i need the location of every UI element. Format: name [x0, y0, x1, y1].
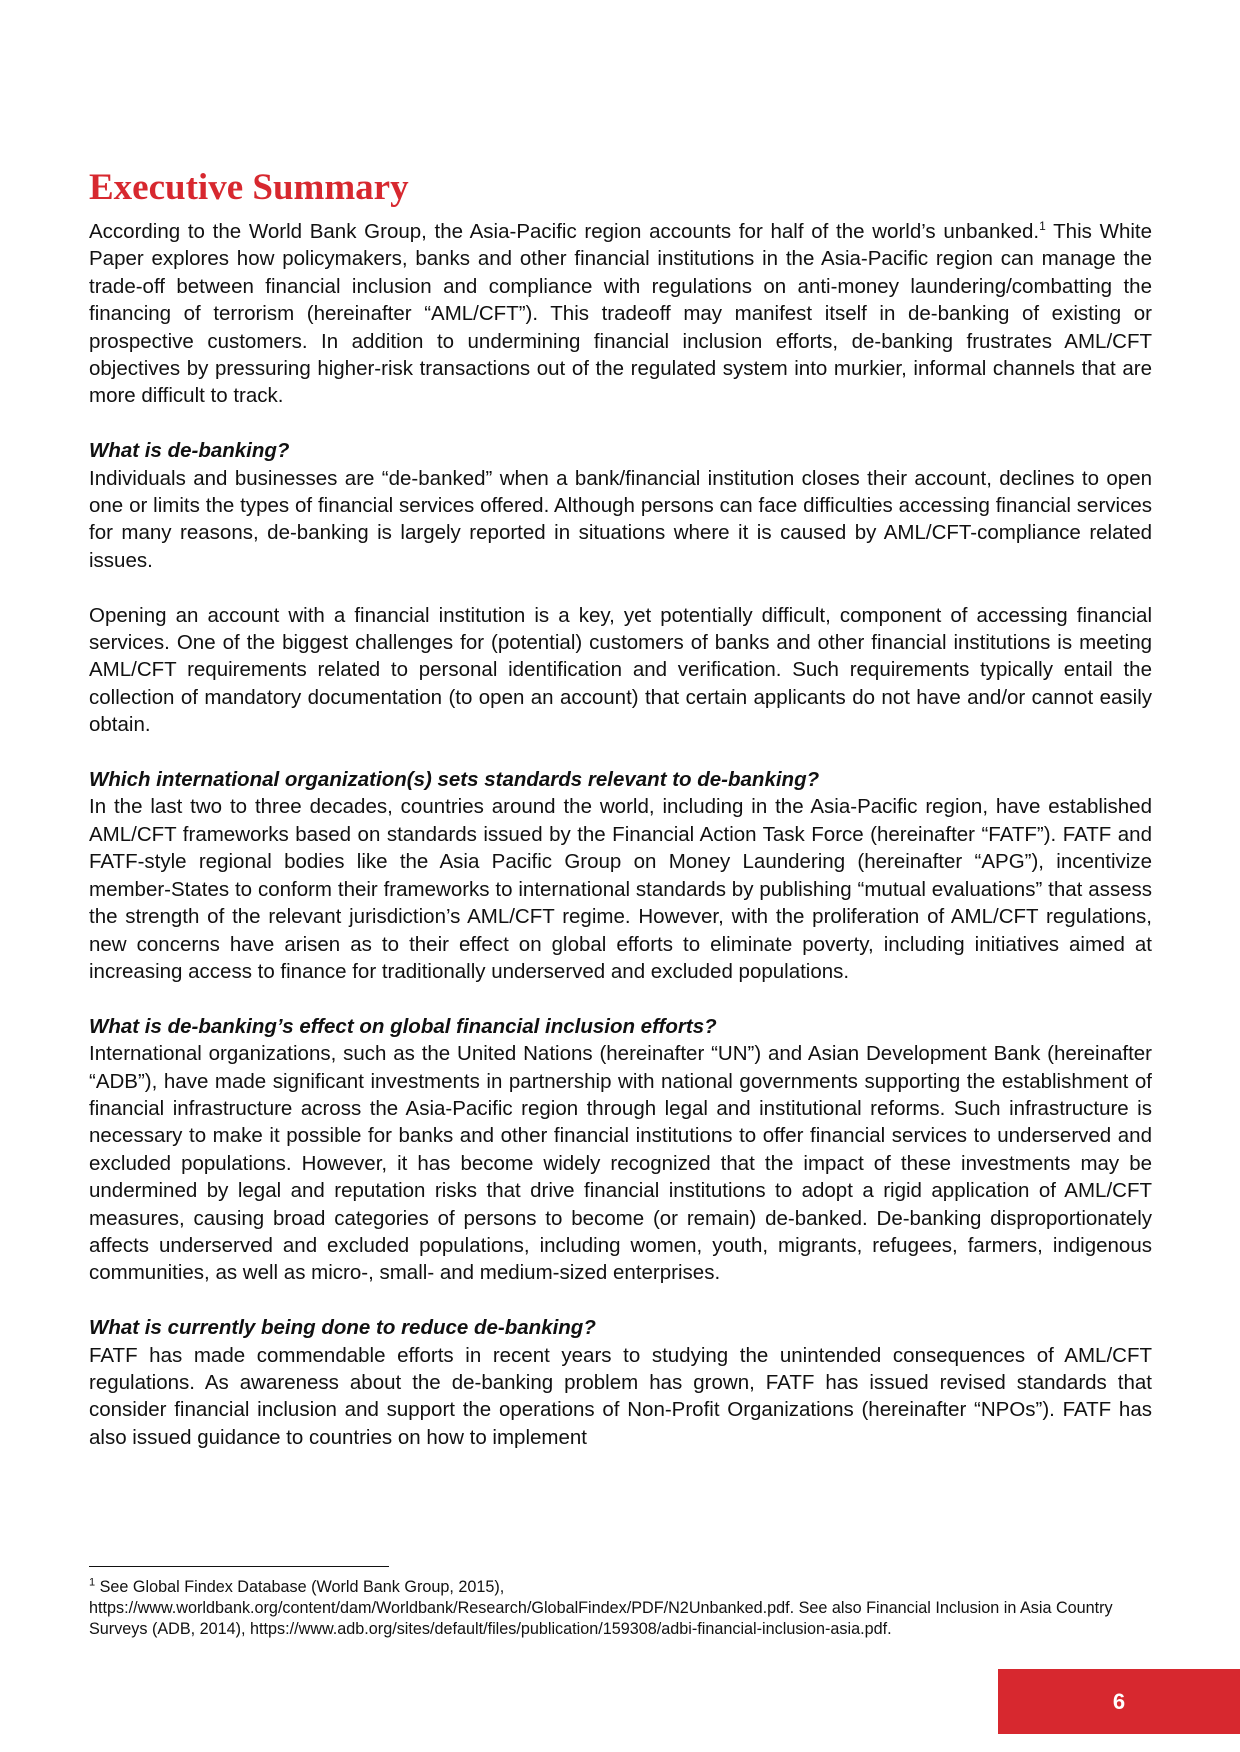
intro-paragraph [89, 218, 1152, 410]
section-de-banking-paragraph-2 [89, 602, 1152, 739]
footnote-reference[interactable]: 1 [1039, 219, 1046, 234]
section-de-banking-paragraph-1 [89, 437, 1152, 574]
section-heading-standards-organizations: Which international organization(s) sets standards relevant to de-banking? [89, 768, 820, 792]
intro-text-end: This White Paper explores how policymakers, banks and other financial institutions in the Asia-Pacific region can manage the trade-off between financial inclusion and compliance with regulations on anti-money laundering/combatting the financing of terrorism (hereinafter “AML/CFT”). This tradeoff may manifest itself in de-banking of existing or prospective customers. In addition to undermining financial inclusion efforts, de-banking frustrates AML/CFT objectives by pressuring higher-risk transactions out of the regulated system into murkier, informal channels that are more difficult to track. [89, 220, 1152, 408]
section-effect [89, 1013, 1152, 1287]
section-text: Opening an account with a financial institution is a key, yet potentially difficult, component of accessing financial services. One of the biggest challenges for (potential) customers of banks and other financial institutions is meeting AML/CFT requirements related to personal identification and verification. Such requirements typically entail the collection of mandatory documentation (to open an account) that certain applicants do not have and/or cannot easily obtain. [89, 603, 1152, 737]
section-text: International organizations, such as the United Nations (hereinafter “UN”) and Asian Development Bank (hereinafter “ADB”), have made significant investments in partnership with national governments supporting the establishment of financial infrastructure across the Asia-Pacific region through legal and institutional reforms. Such infrastructure is necessary to make it possible for banks and other financial institutions to offer financial services to underserved and excluded populations. However, it has become widely recognized that the impact of these investments may be undermined by legal and reputation risks that drive financial institutions to adopt a rigid application of AML/CFT measures, causing broad categories of persons to become (or remain) de-banked. De-banking disproportionately affects underserved and excluded populations, including women, youth, migrants, refugees, farmers, indigenous communities, as well as micro-, small- and medium-sized enterprises. [89, 1042, 1152, 1285]
section-text: Individuals and businesses are “de-banked” when a bank/financial institution closes their account, declines to open one or limits the types of financial services offered. Although persons can face difficulties accessing financial services for many reasons, de-banking is largely reported in situations where it is caused by AML/CFT-compliance related issues. [89, 466, 1152, 572]
page-title: Executive Summary [89, 167, 409, 208]
main-content [89, 166, 1152, 1451]
footnote-text: See Global Findex Database (World Bank Group, 2015), https://www.worldbank.org/content/dam/Worldbank/Research/GlobalFindex/PDF/N2Unbanked.pdf. See also Financial Inclusion in Asia Country Surveys (ADB, 2014), https://www.adb.org/sites/default/files/publication/159308/adbi-financial-inclusion-asia.pdf. [89, 1578, 1113, 1638]
page-number-box [998, 1669, 1240, 1734]
footnote-divider [89, 1566, 389, 1567]
section-heading-effect-on-inclusion: What is de-banking’s effect on global financial inclusion efforts? [89, 1014, 717, 1038]
page-number: 6 [1112, 1688, 1126, 1714]
footnote [89, 1577, 1152, 1640]
intro-text-start: According to the World Bank Group, the Asia-Pacific region accounts for half of the world’s unbanked. [89, 220, 1040, 243]
section-text: FATF has made commendable efforts in recent years to studying the unintended consequences of AML/CFT regulations. As awareness about the de-banking problem has grown, FATF has issued revised standards that consider financial inclusion and support the operations of Non-Profit Organizations (hereinafter “NPOs”). FATF has also issued guidance to countries on how to implement [89, 1343, 1152, 1449]
section-current-efforts [89, 1314, 1152, 1451]
section-heading-what-is-de-banking: What is de-banking? [89, 439, 290, 463]
section-text: In the last two to three decades, countries around the world, including in the Asia-Pacific region, have established AML/CFT frameworks based on standards issued by the Financial Action Task Force (hereinafter “FATF”). FATF and FATF-style regional bodies like the Asia Pacific Group on Money Laundering (hereinafter “APG”), incentivize member-States to conform their frameworks to international standards by publishing “mutual evaluations” that assess the strength of the relevant jurisdiction’s AML/CFT regime. However, with the proliferation of AML/CFT regulations, new concerns have arisen as to their effect on global efforts to eliminate poverty, including initiatives aimed at increasing access to finance for traditionally underserved and excluded populations. [89, 795, 1152, 983]
footnote-marker: 1 [89, 1576, 96, 1589]
section-heading-current-efforts: What is currently being done to reduce de-banking? [89, 1316, 596, 1340]
section-standards [89, 766, 1152, 985]
